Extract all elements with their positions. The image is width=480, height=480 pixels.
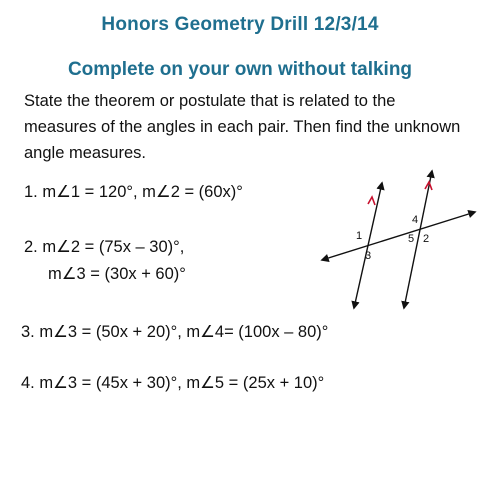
problem-2-line-1: 2. m∠2 = (75x – 30)°, [24,238,185,256]
parallel-mark-left [368,197,375,205]
angle-label-3: 3 [365,250,372,262]
problem-3: 3. m∠3 = (50x + 20)°, m∠4= (100x – 80)° [21,323,329,341]
parallel-lines-diagram [310,168,480,318]
angle-label-5: 5 [408,233,415,245]
page-subtitle: Complete on your own without talking [67,59,413,80]
problem-4: 4. m∠3 = (45x + 30)°, m∠5 = (25x + 10)° [21,374,325,392]
problem-2-line-2: m∠3 = (30x + 60)° [48,265,186,283]
page-title: Honors Geometry Drill 12/3/14 [101,14,379,35]
parallel-line-left [354,183,382,308]
instructions: State the theorem or postulate that is related to the measures of the angles in each pair. Then find the unknown angle measures. [24,92,461,162]
problem-1: 1. m∠1 = 120°, m∠2 = (60x)° [24,183,243,201]
angle-label-4: 4 [412,214,419,226]
angle-label-1: 1 [356,230,363,242]
angle-label-2: 2 [423,233,430,245]
transversal-line [322,212,475,260]
